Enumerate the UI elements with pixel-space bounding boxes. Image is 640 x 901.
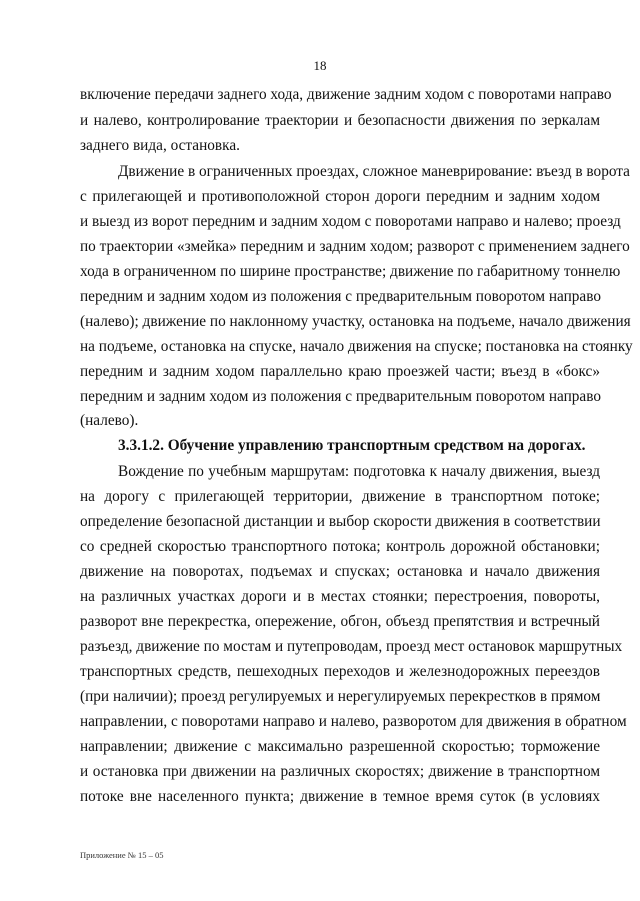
- text-line: (при наличии); проезд регулируемых и нерегулируемых перекрестков в прямом: [80, 688, 601, 705]
- text-line: потоке вне населенного пункта; движение в темное время суток (в условиях: [80, 788, 600, 805]
- text-line: (налево).: [80, 412, 139, 429]
- text-line: по траектории «змейка» передним и задним ходом; разворот с применением заднего: [80, 238, 630, 255]
- text-line: и налево, контролирование траектории и безопасности движения по зеркалам: [80, 112, 600, 129]
- text-line: Движение в ограниченных проездах, сложное маневрирование: въезд в ворота: [118, 163, 630, 180]
- text-line: включение передачи заднего хода, движение задним ходом с поворотами направо: [80, 86, 612, 103]
- text-line: направлении, с поворотами направо и налево, разворотом для движения в обратном: [80, 713, 627, 730]
- text-line: на подъеме, остановка на спуске, начало движения на спуске; постановка на стоянку: [80, 338, 633, 355]
- text-line: передним и задним ходом параллельно краю проезжей части; въезд в «бокс»: [80, 363, 600, 380]
- text-line: на различных участках дороги и в местах стоянки; перестроения, повороты,: [80, 588, 600, 605]
- page-number: 18: [313, 58, 327, 73]
- text-line: транспортных средств, пешеходных переходов и железнодорожных переездов: [80, 663, 600, 680]
- section-heading: 3.3.1.2. Обучение управлению транспортным средством на дорогах.: [118, 437, 586, 454]
- text-line: разъезд, движение по мостам и путепроводам, проезд мест остановок маршрутных: [80, 638, 623, 655]
- text-line: разворот вне перекрестка, опережение, обгон, объезд препятствия и встречный: [80, 613, 600, 630]
- text-line: передним и задним ходом из положения с предварительным поворотом направо: [80, 388, 601, 405]
- text-line: хода в ограниченном по ширине пространстве; движение по габаритному тоннелю: [80, 263, 621, 280]
- text-line: со средней скоростью транспортного потока; контроль дорожной обстановки;: [80, 538, 600, 555]
- text-line: и остановка при движении на различных скоростях; движение в транспортном: [80, 763, 600, 780]
- text-line: направлении; движение с максимально разрешенной скоростью; торможение: [80, 738, 600, 755]
- text-line: движение на поворотах, подъемах и спусках; остановка и начало движения: [80, 563, 600, 580]
- text-line: определение безопасной дистанции и выбор скорости движения в соответствии: [80, 513, 601, 530]
- text-line: передним и задним ходом из положения с предварительным поворотом направо: [80, 288, 601, 305]
- text-line: с прилегающей и противоположной сторон дороги передним и задним ходом: [80, 188, 600, 205]
- text-line: Вождение по учебным маршрутам: подготовка к началу движения, выезд: [118, 463, 600, 480]
- footer-annex-label: Приложение № 15 – 05: [80, 850, 164, 860]
- text-line: и выезд из ворот передним и задним ходом с поворотами направо и налево; проезд: [80, 213, 621, 230]
- text-line: на дорогу с прилегающей территории, движение в транспортном потоке;: [80, 488, 600, 505]
- text-line: (налево); движение по наклонному участку, остановка на подъеме, начало движения: [80, 313, 631, 330]
- text-line: заднего вида, остановка.: [80, 137, 240, 154]
